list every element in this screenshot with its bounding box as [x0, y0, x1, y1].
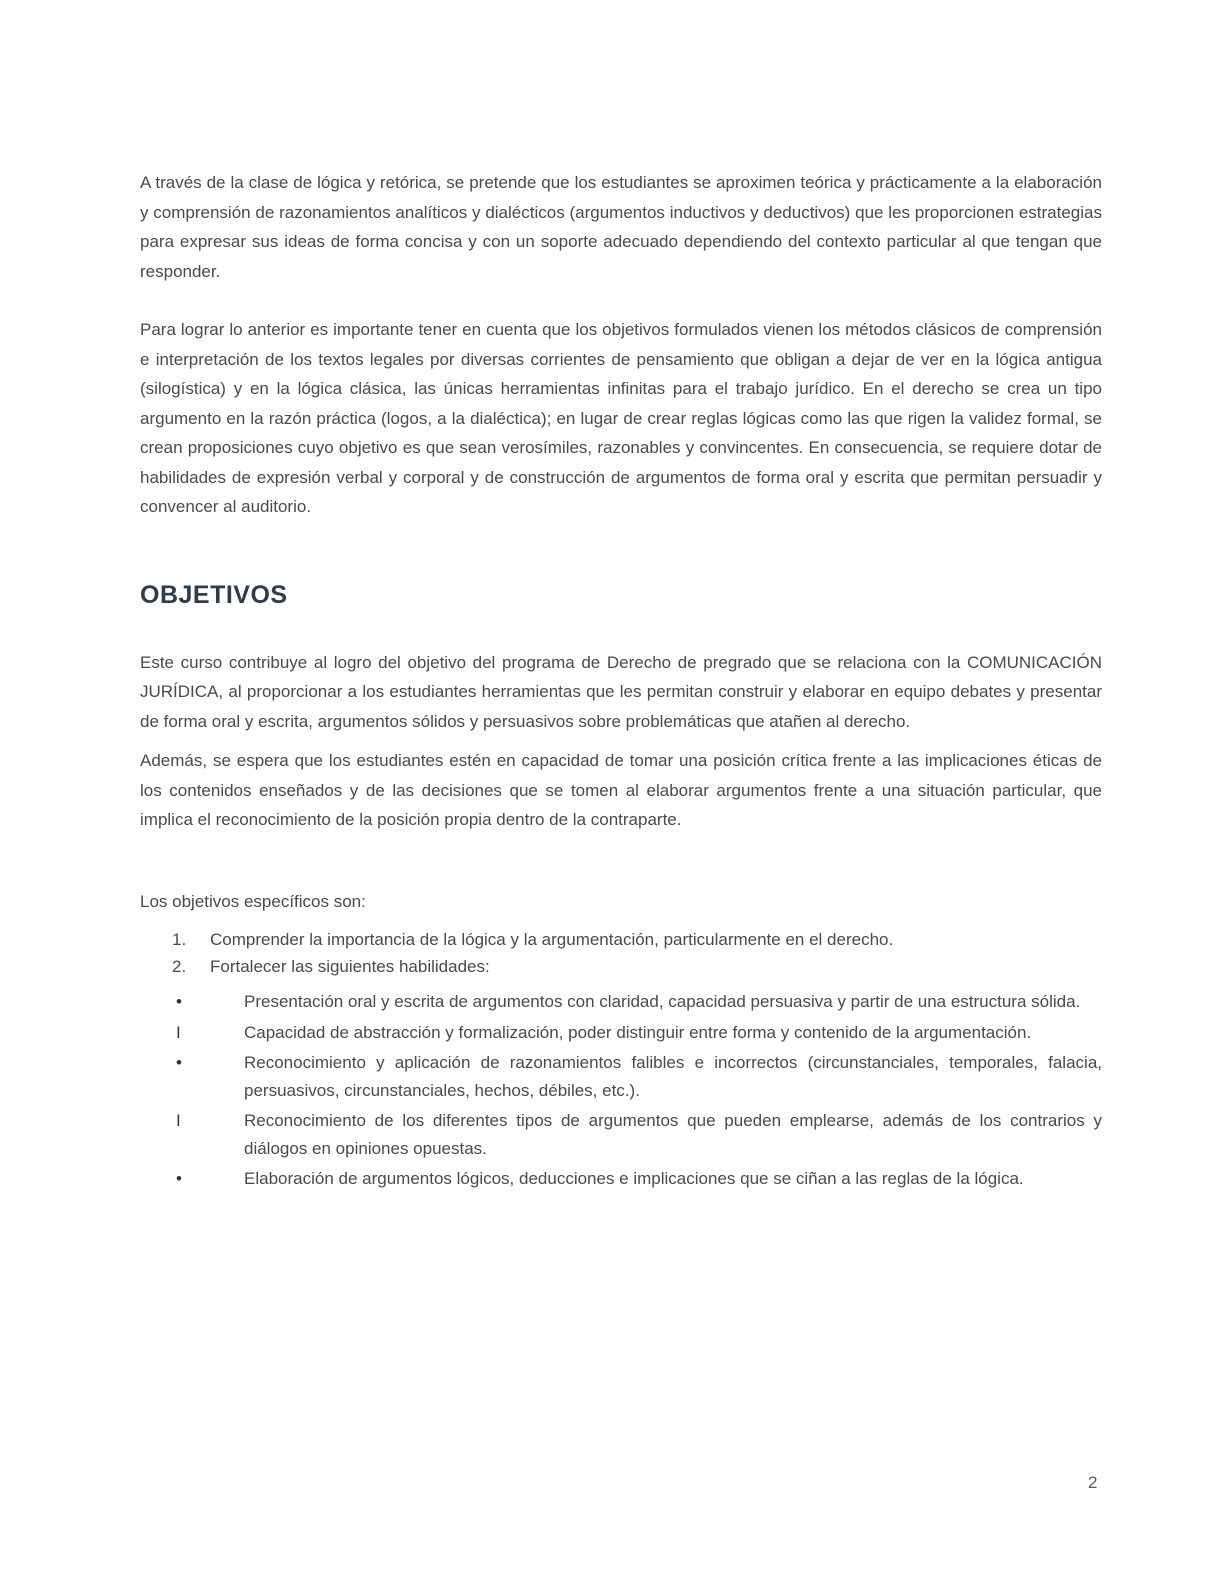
list-item [140, 953, 1102, 980]
list-item [140, 926, 1102, 953]
specific-objectives-intro: Los objetivos específicos son: [140, 891, 366, 911]
paragraph-context: Para lograr lo anterior es importante tener en cuenta que los objetivos formulados vienen los métodos clásicos de comprensión e interpretación de los textos legales por diversas corrientes de pensamiento que obligan a dejar de ver en la lógica antigua (silogística) y en la lógica clásica, las únicas herramientas infinitas para el trabajo jurídico. En el derecho se crea un tipo argumento en la razón práctica (logos, a la dialéctica); en lugar de crear reglas lógicas como las que rigen la validez formal, se crean proposiciones cuyo objetivo es que sean verosímiles, razonables y convincentes. En consecuencia, se requiere dotar de habilidades de expresión verbal y corporal y de construcción de argumentos de forma oral y escrita que permitan persuadir y convencer al auditorio. [140, 320, 1102, 516]
skills-bullet-list [140, 988, 1102, 1193]
bullet-marker: • [176, 1053, 182, 1072]
paragraph-objective-general: Este curso contribuye al logro del objetivo del programa de Derecho de pregrado que se relaciona con la COMUNICACIÓN JURÍDICA, al proporcionar a los estudiantes herramientas que les permitan construir y elaborar en equipo debates y presentar de forma oral y escrita, argumentos sólidos y persuasivos sobre problemáticas que atañen al derecho. [140, 652, 1102, 731]
paragraph-intro-logic: A través de la clase de lógica y retórica, se pretende que los estudiantes se aproximen teórica y prácticamente a la elaboración y comprensión de razonamientos analíticos y dialécticos (argumentos inductivos y deductivos) que les proporcionen estrategias para expresar sus ideas de forma concisa y con un soporte adecuado dependiendo del contexto particular al que tengan que responder. [140, 173, 1102, 281]
section-heading-objectives: OBJETIVOS [140, 580, 288, 609]
page-number: 2 [1088, 1473, 1098, 1492]
list-item-text: Comprender la importancia de la lógica y la argumentación, particularmente en el derecho. [210, 930, 894, 949]
list-item [140, 988, 1102, 1016]
list-item-text: Reconocimiento de los diferentes tipos de argumentos que pueden emplearse, además de los contrarios y diálogos en opiniones opuestas. [244, 1111, 1102, 1158]
document-page [140, 168, 1102, 1196]
numbered-objectives-list [140, 926, 1102, 980]
bullet-marker: • [176, 1169, 182, 1188]
list-item [140, 1019, 1102, 1047]
paragraph-objective-critical: Además, se espera que los estudiantes estén en capacidad de tomar una posición crítica frente a las implicaciones éticas de los contenidos enseñados y de las decisiones que se tomen al elaborar argumentos frente a una situación particular, que implica el reconocimiento de la posición propia dentro de la contraparte. [140, 751, 1102, 829]
list-item-text: Capacidad de abstracción y formalización, poder distinguir entre forma y contenido de la argumentación. [244, 1022, 1032, 1042]
list-item [140, 1107, 1102, 1162]
list-item [140, 1049, 1102, 1104]
list-item-text: Elaboración de argumentos lógicos, deducciones e implicaciones que se ciñan a las reglas de la lógica. [244, 1169, 1024, 1188]
bullet-marker: • [176, 992, 182, 1011]
bullet-marker: I [176, 1111, 181, 1130]
list-item-text: Fortalecer las siguientes habilidades: [210, 957, 490, 976]
bullet-marker: I [176, 1022, 181, 1042]
list-number: 1. [172, 930, 187, 949]
list-item-text: Reconocimiento y aplicación de razonamientos falibles e incorrectos (circunstanciales, temporales, falacia, persuasivos, circunstanciales, hechos, débiles, etc.). [244, 1053, 1102, 1100]
list-number: 2. [172, 957, 187, 976]
list-item-text: Presentación oral y escrita de argumentos con claridad, capacidad persuasiva y partir de una estructura sólida. [244, 992, 1081, 1011]
list-item [140, 1165, 1102, 1193]
